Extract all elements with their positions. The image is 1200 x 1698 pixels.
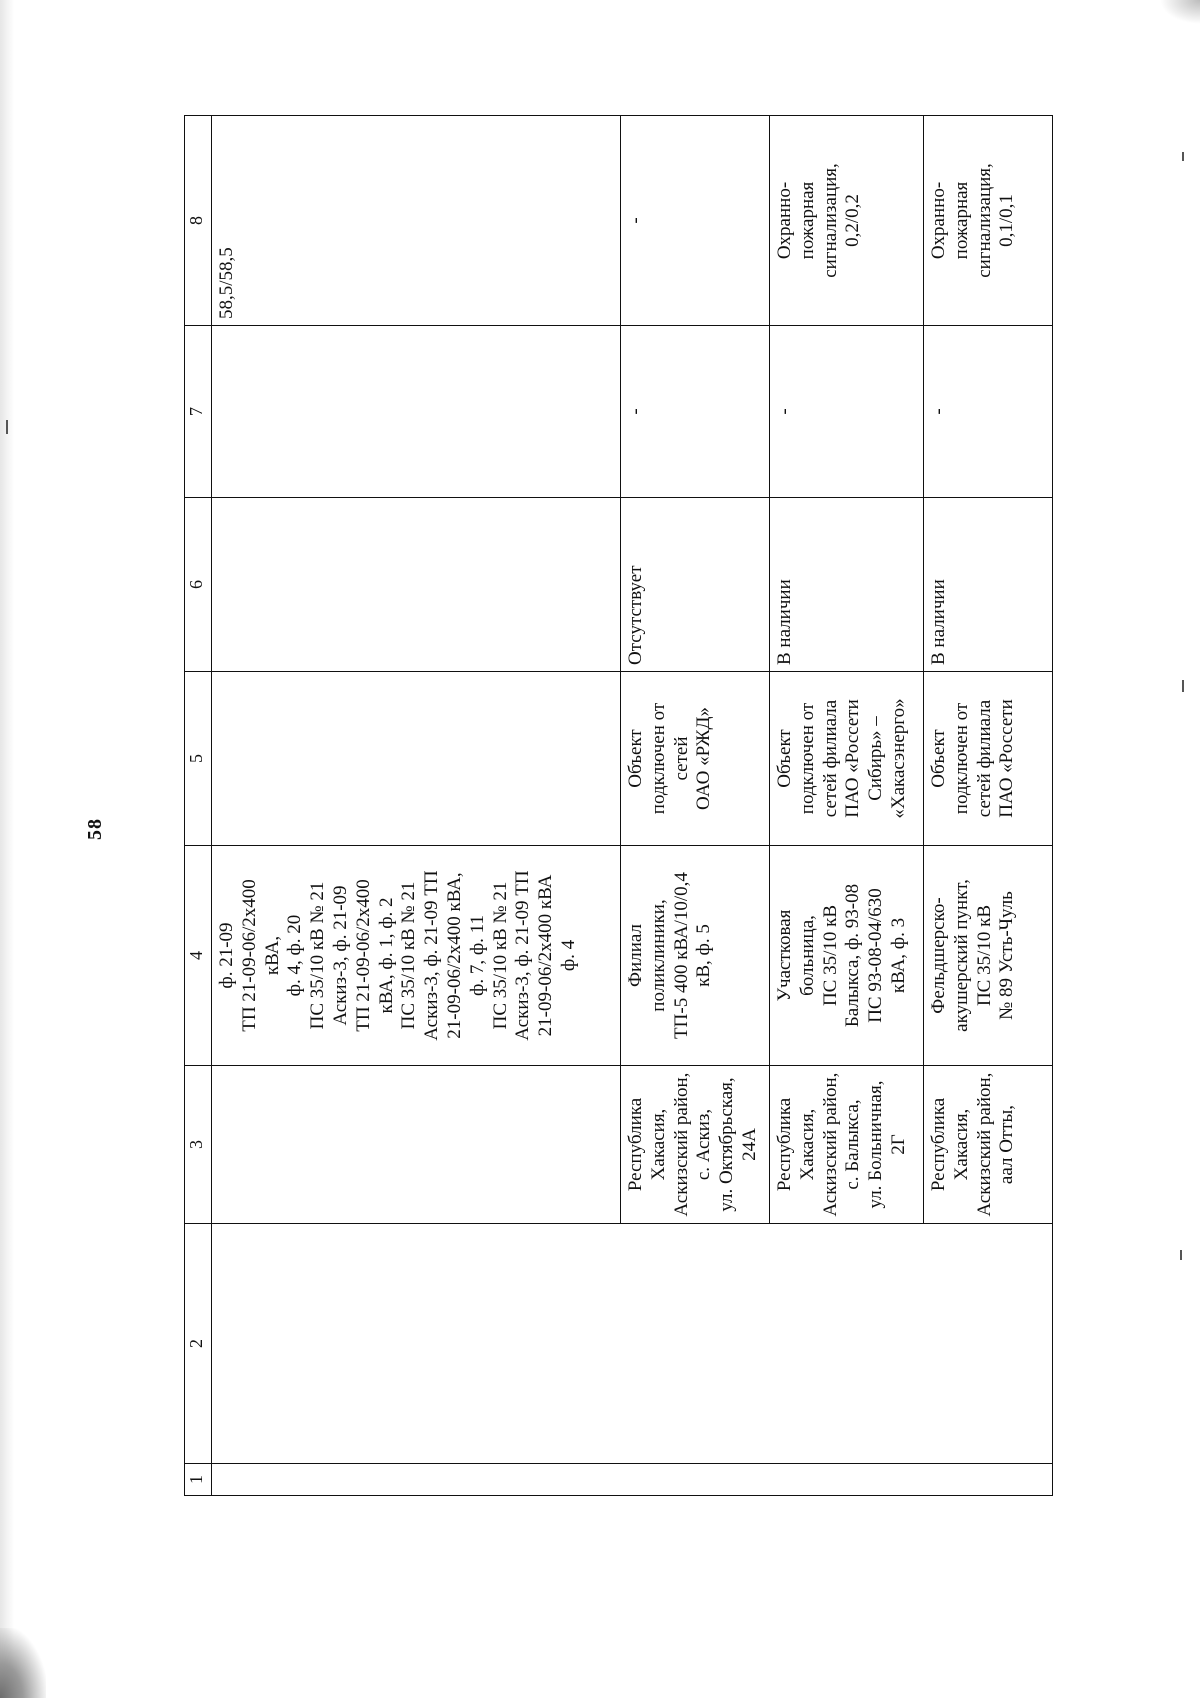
cell-line: с. Балыкса,: [842, 1099, 864, 1190]
cell-line: сигнализация,: [973, 163, 995, 278]
cell-line: кВА,: [261, 935, 283, 976]
table-cell-col2: [212, 1224, 1053, 1464]
cell-line: больница,: [796, 915, 818, 996]
table-cell-col4: [212, 846, 621, 1066]
cell-line: ТП-5 400 кВА/10/0,4: [670, 872, 692, 1039]
table-cell-col5: [212, 672, 621, 846]
cell-line: 21-09-06/2х400 кВА,: [443, 872, 465, 1039]
table-row: [212, 116, 621, 1496]
scan-speck: [1182, 680, 1184, 692]
cell-line: 24А: [738, 1128, 760, 1161]
table-cell-col7: [212, 326, 621, 498]
table-cell-col4: [770, 846, 924, 1066]
cell-line: ПС 35/10 кВ № 21: [307, 881, 329, 1030]
cell-line: Аскизский район,: [973, 1072, 995, 1217]
cell-line: ф. 4: [557, 939, 579, 972]
cell-line: Хакасия,: [796, 1108, 818, 1181]
column-header: 7: [185, 326, 212, 498]
cell-line: -: [625, 217, 646, 224]
page-number: 58: [84, 818, 106, 840]
cell-line: с. Аскиз,: [693, 1108, 715, 1181]
scan-speck: [1182, 152, 1184, 161]
table-cell-col6: В наличии: [770, 498, 924, 672]
cell-line: подключен от: [950, 702, 972, 815]
table-cell-col5: [924, 672, 1053, 846]
cell-line: Филиал: [625, 924, 646, 987]
cell-line: 0,1/0,1: [996, 194, 1018, 247]
table-cell-col3: [924, 1066, 1053, 1224]
cell-line: аал Отты,: [996, 1104, 1018, 1185]
table-cell-col6: [212, 498, 621, 672]
cell-line: ТП 21-09-06/2х400: [238, 879, 260, 1032]
cell-line: ПС 35/10 кВ № 21: [398, 881, 420, 1030]
cell-line: акушерский пункт,: [950, 879, 972, 1032]
table-cell-col6: В наличии: [924, 498, 1053, 672]
cell-line: Охранно-: [774, 181, 795, 260]
table-cell-col7: -: [924, 326, 1053, 498]
cell-line: ул. Больничная,: [865, 1080, 887, 1209]
cell-line: подключен от: [796, 702, 818, 815]
cell-line: ТП 21-09-06/2х400: [352, 879, 374, 1032]
cell-line: ПС 93-08-04/630: [865, 888, 887, 1023]
cell-line: Республика: [928, 1097, 949, 1192]
table-cell-col3: [770, 1066, 924, 1224]
cell-line: Балыкса, ф. 93-08: [842, 883, 864, 1028]
cell-line: Объект: [774, 729, 795, 788]
cell-line: ул. Октябрьская,: [716, 1077, 738, 1212]
cell-line: Фельдшерско-: [928, 897, 949, 1014]
cell-line: пожарная: [950, 181, 972, 260]
column-header: 6: [185, 498, 212, 672]
scan-smudge: [0, 1628, 46, 1698]
scan-corner-artifact: [1160, 0, 1200, 24]
column-header: 3: [185, 1066, 212, 1224]
cell-line: 2Г: [887, 1134, 909, 1155]
cell-line: ф. 4, ф. 20: [284, 914, 306, 997]
table-cell-col7: -: [770, 326, 924, 498]
cell-line: ПС 35/10 кВ № 21: [489, 881, 511, 1030]
cell-line: Объект: [625, 729, 646, 788]
scan-speck: [6, 420, 8, 434]
document-table-wrapper: [184, 116, 1040, 1496]
cell-line: сетей филиала: [819, 699, 841, 818]
cell-line: Аскизский район,: [819, 1072, 841, 1217]
table-cell-col8: [924, 116, 1053, 326]
cell-line: Охранно-: [928, 181, 949, 260]
table-cell-col5: [621, 672, 770, 846]
cell-line: сигнализация,: [819, 163, 841, 278]
cell-line: кВА, ф. 3: [887, 917, 909, 994]
table-cell-col7: -: [621, 326, 770, 498]
cell-line: ф. 7, ф. 11: [466, 915, 488, 996]
cell-line: 0,2/0,2: [842, 194, 864, 247]
table-cell-col3: [212, 1066, 621, 1224]
table-cell-col5: [770, 672, 924, 846]
cell-line: кВА, ф. 1, ф. 2: [375, 897, 397, 1014]
table-cell-col4: [621, 846, 770, 1066]
cell-line: «Хакасэнерго»: [887, 698, 909, 819]
cell-line: ф. 21-09: [216, 922, 237, 989]
cell-line: Объект: [928, 729, 949, 788]
cell-line: № 89 Усть-Чуль: [996, 891, 1018, 1020]
cell-line: подключен от: [647, 702, 669, 815]
cell-line: сетей: [670, 736, 692, 781]
header-row: [185, 116, 212, 1496]
cell-line: ОАО «РЖД»: [693, 707, 715, 810]
cell-line: ПС 35/10 кВ: [819, 904, 841, 1007]
cell-line: кВ, ф. 5: [693, 924, 715, 987]
cell-line: Сибирь» –: [865, 716, 887, 801]
column-header: 5: [185, 672, 212, 846]
cell-line: 21-09-06/2х400 кВА: [535, 874, 557, 1037]
cell-line: Аскизский район,: [670, 1072, 692, 1217]
scan-speck: [1180, 1250, 1182, 1260]
cell-line: ПАО «Россети: [996, 699, 1018, 818]
cell-line: поликлиники,: [647, 899, 669, 1012]
scan-left-edge: [0, 0, 14, 1698]
cell-line: сетей филиала: [973, 699, 995, 818]
table-cell-col1: [212, 1464, 1053, 1496]
cell-line: ПС 35/10 кВ: [973, 904, 995, 1007]
document-table: [184, 115, 1053, 1496]
cell-line: ПАО «Россети: [842, 699, 864, 818]
cell-line: Республика: [625, 1097, 646, 1192]
cell-line: пожарная: [796, 181, 818, 260]
table-cell-col4: [924, 846, 1053, 1066]
cell-line: Аскиз-3, ф. 21-09: [329, 885, 351, 1026]
cell-line: Республика: [774, 1097, 795, 1192]
table-cell-col3: [621, 1066, 770, 1224]
column-header: 1: [185, 1464, 212, 1496]
cell-line: Участковая: [774, 909, 795, 1002]
cell-line: Аскиз-3, ф. 21-09 ТП: [421, 870, 443, 1041]
column-header: 2: [185, 1224, 212, 1464]
cell-line: Аскиз-3, ф. 21-09 ТП: [512, 870, 534, 1041]
column-header: 4: [185, 846, 212, 1066]
cell-line: Хакасия,: [950, 1108, 972, 1181]
cell-line: 58,5/58,5: [216, 247, 237, 319]
cell-line: Хакасия,: [647, 1108, 669, 1181]
table-cell-col8: [212, 116, 621, 326]
table-cell-col6: Отсутствует: [621, 498, 770, 672]
column-header: 8: [185, 116, 212, 326]
table-cell-col8: [621, 116, 770, 326]
table-cell-col8: [770, 116, 924, 326]
